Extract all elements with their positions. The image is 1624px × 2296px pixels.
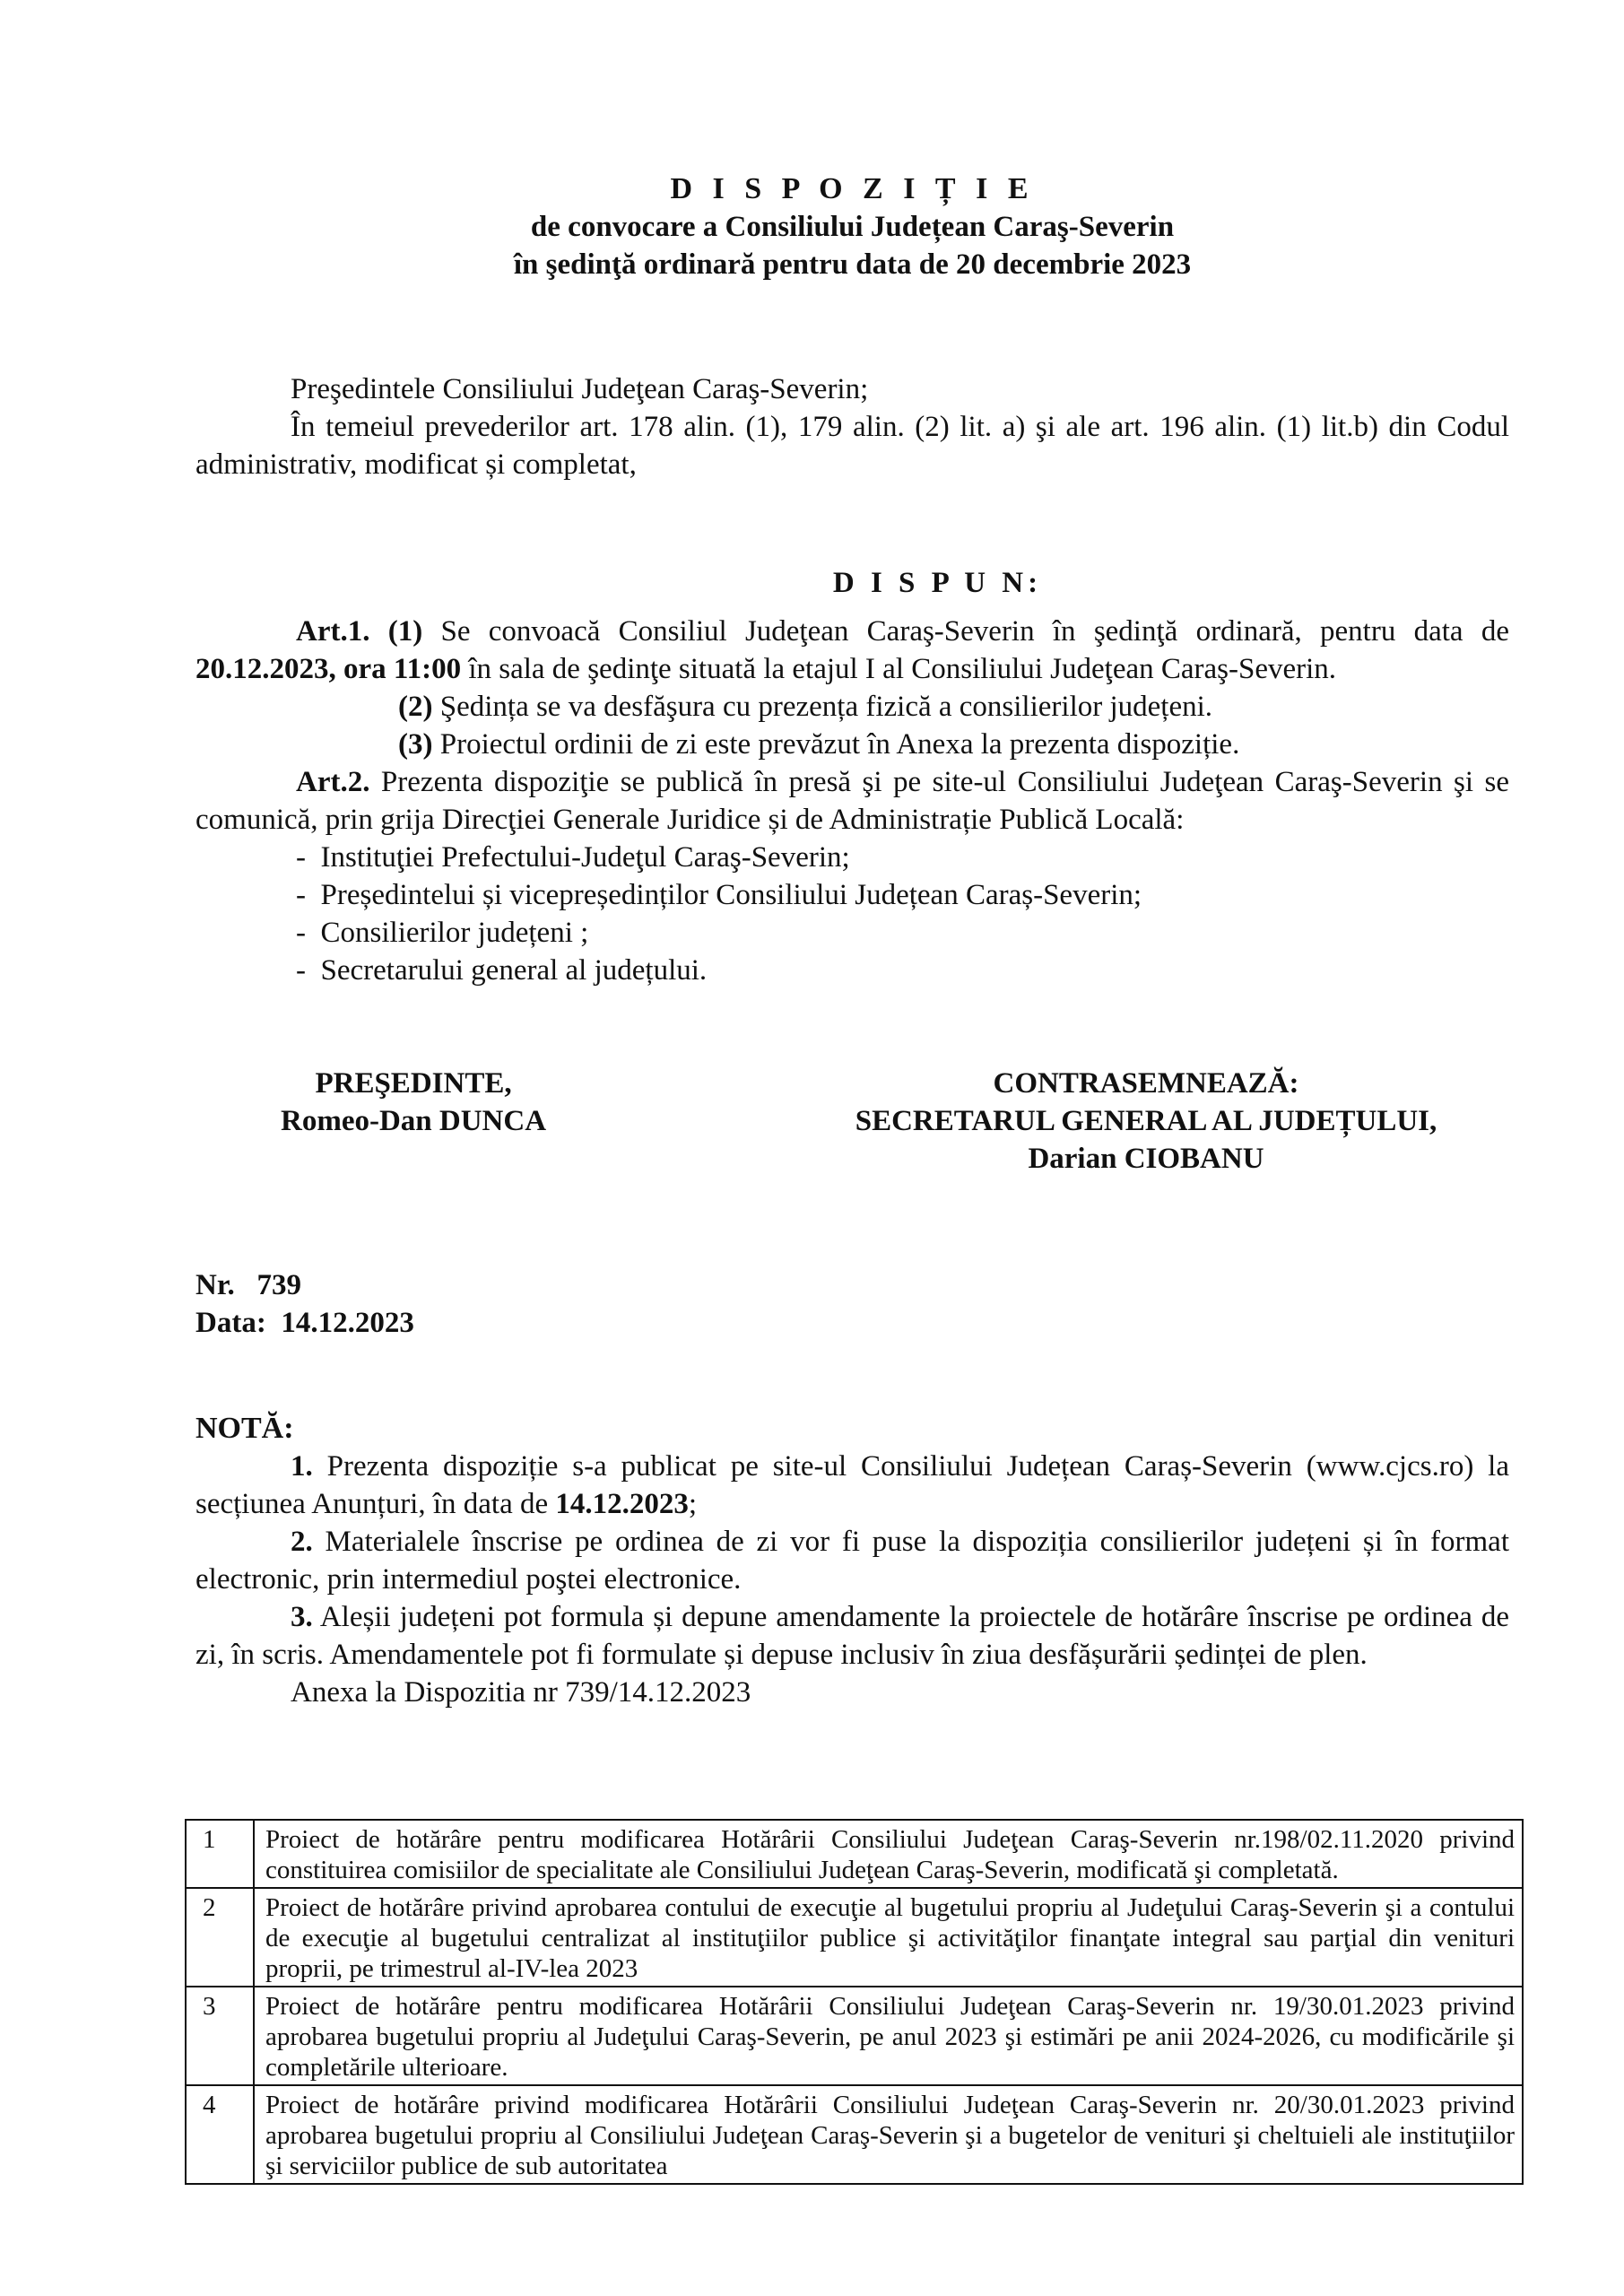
document-title-block <box>195 170 1509 283</box>
president-role: PREŞEDINTE, <box>315 1067 512 1100</box>
president-name: Romeo-Dan DUNCA <box>281 1105 547 1137</box>
table-row <box>186 1987 1523 2085</box>
art1-p1-text-b: în sala de şedinţe situată la etajul I al Consiliului Judeţean Caraş-Severin. <box>461 653 1337 685</box>
art2-label: Art.2. <box>296 766 370 798</box>
document-page <box>195 170 1509 1711</box>
table-row <box>186 1820 1523 1888</box>
table-row <box>186 2085 1523 2184</box>
dispun-heading: D I S P U N: <box>832 567 1043 599</box>
registry-number-value: 739 <box>256 1269 301 1301</box>
nota-item-1 <box>195 1448 1509 1523</box>
agenda-item-text: Proiect de hotărâre privind modificarea Hotărârii Consiliului Judeţean Caraş-Severin nr. 20/30.01.2023 privind aprobarea bugetului propriu al Consiliului Judeţean Caraş-Severin şi a bugetelor de venituri şi cheltuieli ale instituţiilor şi serviciilor publice de sub autoritatea <box>254 2085 1523 2184</box>
preamble-line2: În temeiul prevederilor art. 178 alin. (1), 179 alin. (2) lit. a) şi ale art. 196 alin. (1) lit.b) din Codul administrativ, modificat și completat, <box>195 411 1509 481</box>
agenda-item-text: Proiect de hotărâre pentru modificarea Hotărârii Consiliului Judeţean Caraş-Severin nr. 19/30.01.2023 privind aprobarea bugetului propriu al Judeţului Caraş-Severin, pe anul 2023 şi estimări pe anii 2024-2026, cu modificările şi completările ulterioare. <box>254 1987 1523 2085</box>
document-subtitle-line1: de convocare a Consiliului Județean Caraş-Severin <box>530 211 1175 243</box>
nota-item-3 <box>195 1598 1509 1674</box>
art1-paragraph3 <box>195 726 1509 763</box>
nota-item-number: 3. <box>291 1601 313 1633</box>
registry-date <box>195 1304 1509 1342</box>
agenda-item-number: 2 <box>186 1888 254 1987</box>
art2-text: Prezenta dispoziţie se publică în presă şi pe site-ul Consiliului Judeţean Caraş-Severin şi se comunică, prin grija Direcţiei Generale Juridice și de Administrație Publică Locală: <box>195 766 1509 836</box>
annex-agenda-table <box>185 1819 1524 2185</box>
art2-paragraph <box>195 763 1509 839</box>
document-subtitle-line2: în şedinţă ordinară pentru data de 20 decembrie 2023 <box>513 248 1192 281</box>
recipient-item: - Consilierilor județeni ; <box>296 914 1509 952</box>
recipient-item: - Președintelui și vicepreședinților Consiliului Județean Caraș-Severin; <box>296 876 1509 914</box>
registry-number <box>195 1266 1509 1304</box>
table-row <box>186 1888 1523 1987</box>
art1-label: Art.1. <box>296 615 370 648</box>
secretary-title: SECRETARUL GENERAL AL JUDEȚULUI, <box>855 1105 1437 1137</box>
nota-heading: NOTĂ: <box>195 1412 294 1445</box>
countersign-label: CONTRASEMNEAZĂ: <box>993 1067 1299 1100</box>
art1-p3-number: (3) <box>398 728 433 761</box>
art1-p1-text-a: Se convoacă Consiliul Judeţean Caraş-Severin în şedinţă ordinară, pentru data de <box>422 615 1509 648</box>
nota-item-text: Aleșii județeni pot formula și depune amendamente la proiectele de hotărâre înscrise pe ordinea de zi, în scris. Amendamentele pot fi formulate și depuse inclusiv în ziua desfășurării ședinței de plen. <box>195 1601 1509 1671</box>
recipient-item: - Instituţiei Prefectului-Judeţul Caraş-Severin; <box>296 839 1509 876</box>
nota-item-2 <box>195 1523 1509 1598</box>
recipient-item: - Secretarului general al județului. <box>296 952 1509 989</box>
registry-number-label: Nr. <box>195 1269 235 1301</box>
signature-block <box>195 1065 1509 1181</box>
recipients-list <box>195 839 1509 989</box>
registry-date-label: Data: <box>195 1307 266 1339</box>
annex-caption: Anexa la Dispozitia nr 739/14.12.2023 <box>291 1676 751 1709</box>
art1-p2-number: (2) <box>398 691 433 723</box>
nota-item-number: 1. <box>291 1450 313 1483</box>
signature-president <box>281 1065 546 1140</box>
nota-item-text: Prezenta dispoziție s-a publicat pe site-ul Consiliului Județean Caraș-Severin (www.cjcs.ro) la secțiunea Anunțuri, în data de <box>195 1450 1509 1520</box>
nota-item-date: 14.12.2023 <box>555 1488 689 1520</box>
art1-paragraph1 <box>195 613 1509 688</box>
agenda-item-number: 3 <box>186 1987 254 2085</box>
agenda-item-number: 4 <box>186 2085 254 2184</box>
registry-block <box>195 1266 1509 1342</box>
agenda-item-text: Proiect de hotărâre privind aprobarea contului de execuţie al bugetului propriu al Judeţului Caraş-Severin şi a contului de execuţie al bugetului centralizat al instituţiilor publice şi activităţilor finanţate integral sau parţial din venituri proprii, pe trimestrul al-IV-lea 2023 <box>254 1888 1523 1987</box>
agenda-item-text: Proiect de hotărâre pentru modificarea Hotărârii Consiliului Judeţean Caraş-Severin nr.198/02.11.2020 privind constituirea comisiilor de specialitate ale Consiliului Judeţean Caraş-Severin, modificată şi completată. <box>254 1820 1523 1888</box>
art1-p2-text: Şedința se va desfăşura cu prezența fizică a consilierilor județeni. <box>432 691 1213 723</box>
art1-paragraph2 <box>195 688 1509 726</box>
nota-item-text-end: ; <box>688 1488 698 1520</box>
art1-p3-text: Proiectul ordinii de zi este prevăzut în Anexa la prezenta dispoziție. <box>432 728 1240 761</box>
nota-item-text: Materialele înscrise pe ordinea de zi vor fi puse la dispoziția consilierilor județeni și în format electronic, prin intermediul poştei electronice. <box>195 1526 1509 1596</box>
art1-p1-date: 20.12.2023, ora 11:00 <box>195 653 462 685</box>
preamble-line1: Preşedintele Consiliului Judeţean Caraş-Severin; <box>291 373 869 405</box>
agenda-item-number: 1 <box>186 1820 254 1888</box>
secretary-name: Darian CIOBANU <box>1028 1143 1264 1175</box>
signature-secretary <box>805 1065 1487 1178</box>
document-title: D I S P O Z I Ț I E <box>670 172 1035 205</box>
registry-date-value: 14.12.2023 <box>281 1307 414 1339</box>
art1-p1-number: (1) <box>387 615 423 648</box>
nota-item-number: 2. <box>291 1526 313 1558</box>
